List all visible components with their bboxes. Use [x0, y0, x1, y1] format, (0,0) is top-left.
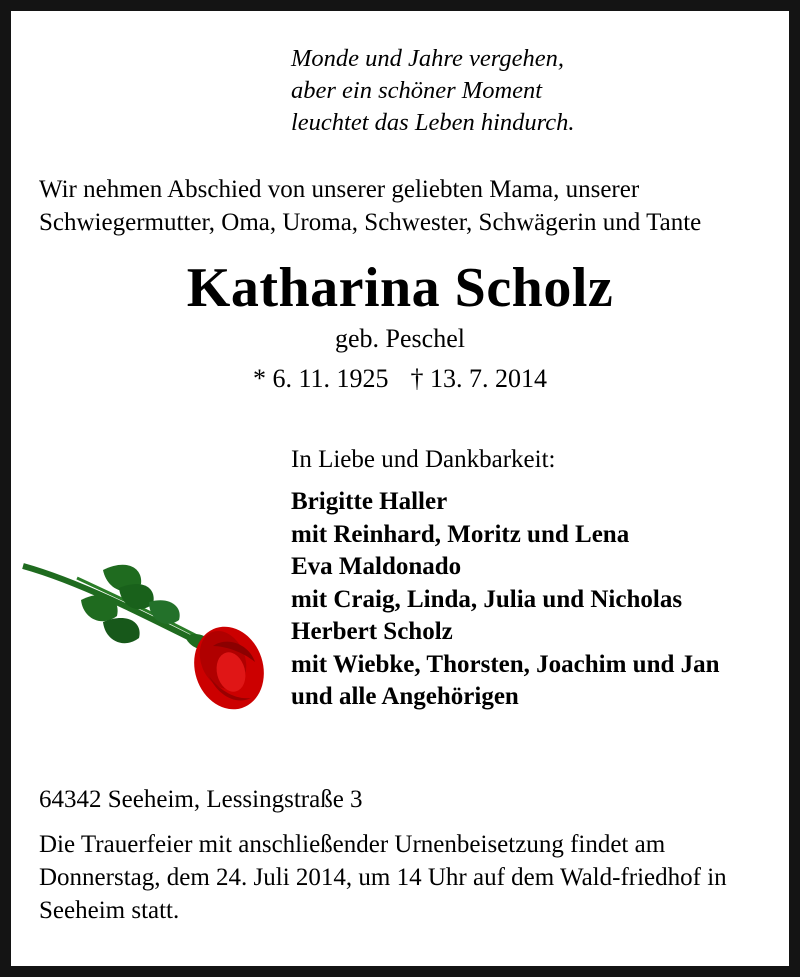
list-item: Eva Maldonado [291, 553, 462, 581]
poem-line: aber ein schöner Moment [291, 76, 543, 104]
deceased-name: Katharina Scholz [186, 257, 614, 320]
deceased-maiden-name: geb. Peschel [335, 323, 465, 353]
poem-line: Monde und Jahre vergehen, [291, 45, 565, 72]
address-line: 64342 Seeheim, Lessingstraße 3 [39, 785, 363, 813]
deceased-dates [39, 364, 761, 394]
list-item: und alle Angehörigen [291, 683, 519, 711]
list-item: Herbert Scholz [291, 618, 453, 646]
list-item: mit Wiebke, Thorsten, Joachim und Jan [291, 650, 720, 678]
list-item: mit Craig, Linda, Julia und Nicholas [291, 585, 683, 613]
poem-verse [39, 43, 761, 139]
birth-date: * 6. 11. 1925 [252, 363, 389, 393]
poem-line: leuchtet das Leben hindurch. [291, 108, 575, 136]
list-item: mit Reinhard, Moritz und Lena [291, 520, 630, 548]
family-list [291, 486, 761, 714]
thanks-block [39, 444, 761, 714]
list-item: Brigitte Haller [291, 488, 448, 516]
intro-text: Wir nehmen Abschied von unserer geliebten Mama, unserer Schwiegermutter, Oma, Uroma, Schwester, Schwägerin und Tante [39, 175, 702, 236]
funeral-details: Die Trauerfeier mit anschließender Urnenbeisetzung findet am Donnerstag, dem 24. Juli 2014, um 14 Uhr auf dem Wald-friedhof in Seeheim statt. [39, 830, 727, 924]
thanks-heading: In Liebe und Dankbarkeit: [291, 445, 556, 473]
death-date: † 13. 7. 2014 [410, 363, 548, 393]
